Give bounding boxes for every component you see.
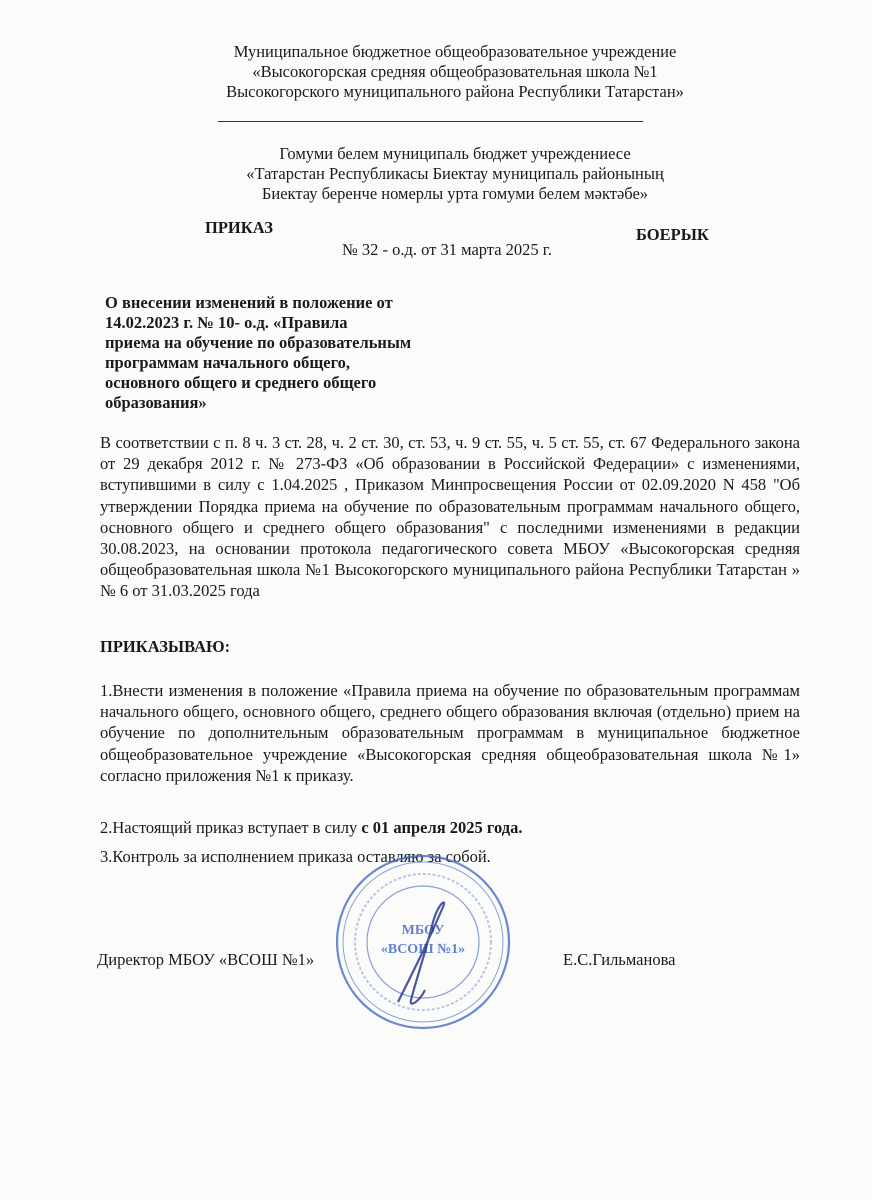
header-tt-line-2: «Татарстан Республикасы Биектау муниципаль районының bbox=[246, 164, 664, 183]
header-tt-line-1: Гомуми белем муниципаль бюджет учреждениесе bbox=[279, 144, 631, 163]
order-item-1: 1.Внести изменения в положение «Правила приема на обучение по образовательным программам начального общего, основного общего, среднего общего образования включая (отдельно) прием на обучение по дополнительным образовательным программам в муниципальное бюджетное общеобразовательное учреждение «Высокогорская средняя общеобразовательная школа №1» согласно приложения №1 к приказу. bbox=[100, 681, 800, 785]
subject-line-4: программам начального общего, bbox=[105, 353, 351, 372]
document-title-russian: ПРИКАЗ bbox=[205, 218, 273, 237]
order-heading: ПРИКАЗЫВАЮ: bbox=[100, 637, 231, 656]
signature-name: Е.С.Гильманова bbox=[563, 950, 676, 969]
header-tt-line-3: Биектау беренче номерлы урта гомуми белем мәктәбе» bbox=[261, 184, 649, 203]
stamp-center-line-1: МБОУ bbox=[401, 923, 445, 938]
header-tatar bbox=[150, 144, 760, 204]
document-title-tatar: БОЕРЫК bbox=[636, 225, 709, 244]
header-russian bbox=[150, 42, 760, 102]
order-subject bbox=[105, 293, 435, 413]
subject-line-6: образования» bbox=[105, 393, 207, 412]
header-ru-line-3: Высокогорского муниципального района Республики Татарстан» bbox=[226, 82, 684, 101]
subject-line-3: приема на обучение по образовательным bbox=[105, 333, 412, 352]
order-item-2 bbox=[100, 818, 522, 838]
subject-line-1: О внесении изменений в положение от bbox=[105, 293, 393, 312]
preamble-paragraph: В соответствии с п. 8 ч. 3 ст. 28, ч. 2 ст. 30, ст. 53, ч. 9 ст. 55, ч. 5 ст. 55, ст. 67 Федерального закона от 29 декабря 2012 г. № 273-ФЗ «Об образовании в Российской Федерации» с изменениями, вступившими в силу с 1.04.2025 , Приказом Минпросвещения России от 02.09.2020 N 458 "Об утверждении Порядка приема на обучение по образовательным программам начального общего, основного общего и среднего общего образования" с последними изменениями в редакции 30.08.2023, на основании протокола педагогического совета МБОУ «Высокогорская средняя общеобразовательная школа №1 Высокогорского муниципального района Республики Татарстан » № 6 от 31.03.2025 года bbox=[100, 433, 800, 601]
subject-line-2: 14.02.2023 г. № 10- о.д. «Правила bbox=[105, 313, 348, 332]
order-item-3: 3.Контроль за исполнением приказа оставляю за собой. bbox=[100, 847, 491, 866]
header-divider bbox=[218, 121, 643, 122]
effective-date: с 01 апреля 2025 года. bbox=[361, 818, 523, 837]
order-item-2-text: 2.Настоящий приказ вступает в силу bbox=[100, 818, 362, 837]
header-ru-line-2: «Высокогорская средняя общеобразовательная школа №1 bbox=[252, 62, 658, 81]
official-stamp bbox=[333, 852, 513, 1032]
header-ru-line-1: Муниципальное бюджетное общеобразовательное учреждение bbox=[233, 42, 677, 61]
order-number: № 32 - о.д. от 31 марта 2025 г. bbox=[342, 240, 552, 259]
stamp-center-line-2: «ВСОШ №1» bbox=[380, 942, 466, 957]
subject-line-5: основного общего и среднего общего bbox=[105, 373, 377, 392]
signature-title: Директор МБОУ «ВСОШ №1» bbox=[97, 950, 315, 969]
